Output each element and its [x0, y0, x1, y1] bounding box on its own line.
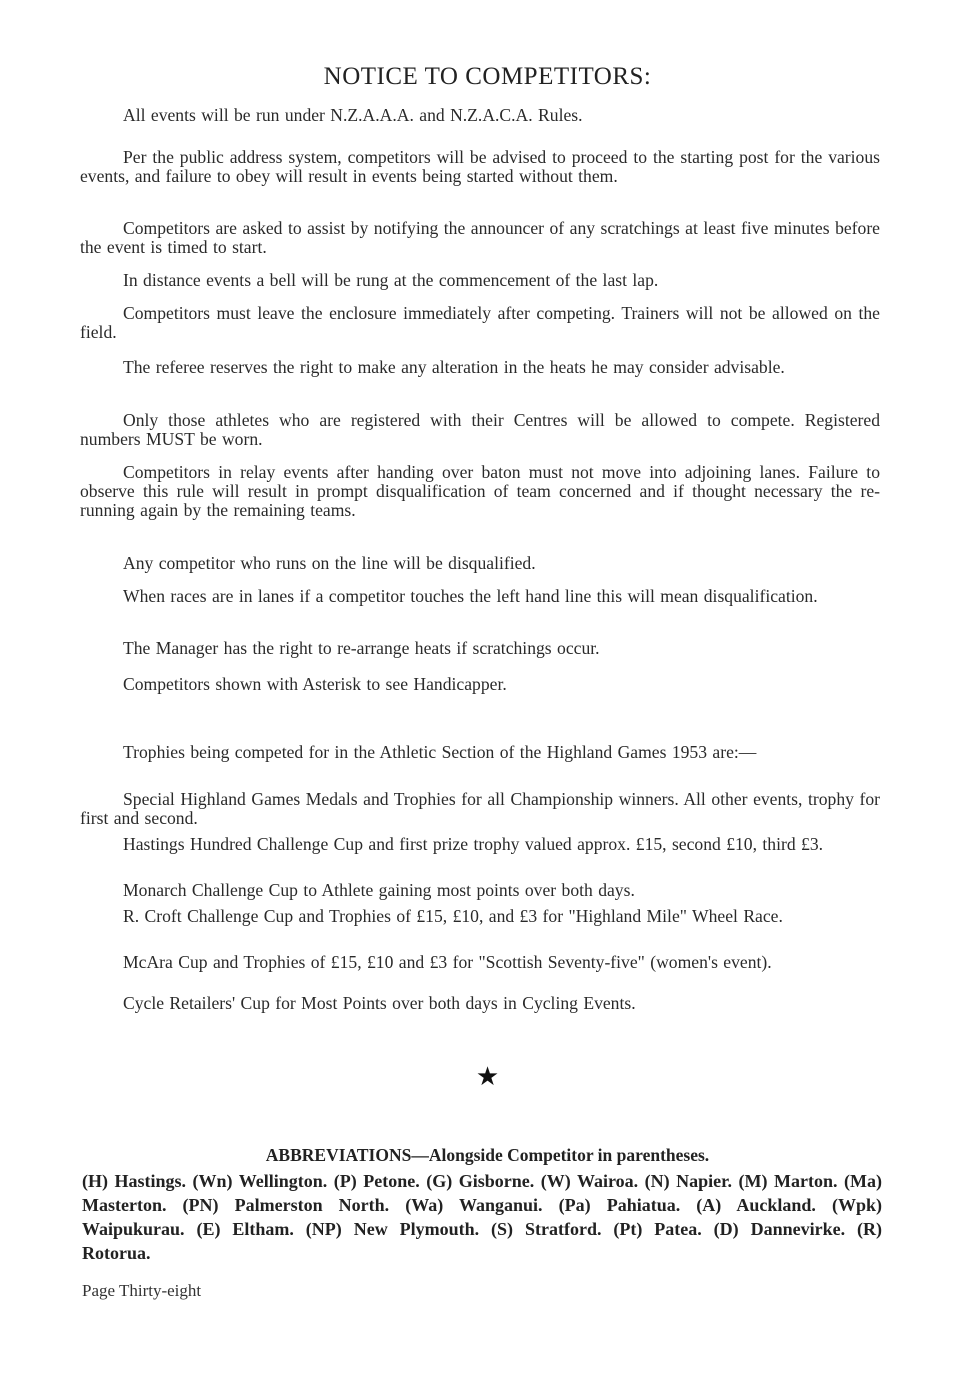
page-title: NOTICE TO COMPETITORS: [323, 63, 652, 90]
notice-paragraph: Per the public address system, competitors will be advised to proceed to the starting post for the various events, and failure to obey will result in events being started without them. [80, 147, 880, 186]
page-number: Page Thirty-eight [82, 1281, 202, 1300]
notice-paragraph: Competitors are asked to assist by notifying the announcer of any scratchings at least five minutes before the event is timed to start. [80, 218, 880, 257]
notice-paragraph: Competitors shown with Asterisk to see Handicapper. [123, 674, 507, 694]
notice-paragraph: Any competitor who runs on the line will be disqualified. [123, 553, 536, 573]
trophies-paragraph: McAra Cup and Trophies of £15, £10 and £3 for "Scottish Seventy-five" (women's event). [123, 952, 772, 972]
notice-paragraph: Competitors in relay events after handing over baton must not move into adjoining lanes. Failure to observe this rule will result in prompt disqualification of team concerned and if thought necessary the re-running again by the remaining teams. [80, 462, 880, 520]
trophies-paragraph: R. Croft Challenge Cup and Trophies of £15, £10, and £3 for "Highland Mile" Wheel Race. [123, 906, 783, 926]
notice-paragraph: Competitors must leave the enclosure immediately after competing. Trainers will not be allowed on the field. [80, 303, 880, 342]
abbreviations-list: (H) Hastings. (Wn) Wellington. (P) Petone. (G) Gisborne. (W) Wairoa. (N) Napier. (M) Marton. (Ma) Masterton. (PN) Palmerston North. (Wa) Wanganui. (Pa) Pahiatua. (A) Auckland. (Wpk) Waipukurau. (E) Eltham. (NP) New Plymouth. (S) Stratford. (Pt) Patea. (D) Dannevirke. (R) Rotorua. [82, 1171, 882, 1263]
star-icon: ★ [475, 1062, 500, 1091]
notice-paragraph: Only those athletes who are registered with their Centres will be allowed to compete. Registered numbers MUST be worn. [80, 410, 880, 449]
notice-paragraph: When races are in lanes if a competitor touches the left hand line this will mean disqualification. [123, 586, 818, 606]
notice-paragraph: In distance events a bell will be rung at the commencement of the last lap. [123, 270, 659, 290]
trophies-paragraph: Special Highland Games Medals and Trophies for all Championship winners. All other events, trophy for first and second. [80, 789, 880, 828]
notice-paragraph: The Manager has the right to re-arrange heats if scratchings occur. [123, 638, 600, 658]
abbreviations-heading: ABBREVIATIONS—Alongside Competitor in parentheses. [265, 1145, 710, 1165]
notice-paragraph: The referee reserves the right to make any alteration in the heats he may consider advisable. [123, 357, 785, 377]
trophies-paragraph: Cycle Retailers' Cup for Most Points over both days in Cycling Events. [123, 993, 636, 1013]
notice-paragraph: All events will be run under N.Z.A.A.A. and N.Z.A.C.A. Rules. [123, 105, 583, 125]
trophies-paragraph: Hastings Hundred Challenge Cup and first prize trophy valued approx. £15, second £10, third £3. [123, 834, 824, 854]
trophies-paragraph: Monarch Challenge Cup to Athlete gaining most points over both days. [123, 880, 635, 900]
trophies-paragraph: Trophies being competed for in the Athletic Section of the Highland Games 1953 are:— [123, 742, 757, 762]
